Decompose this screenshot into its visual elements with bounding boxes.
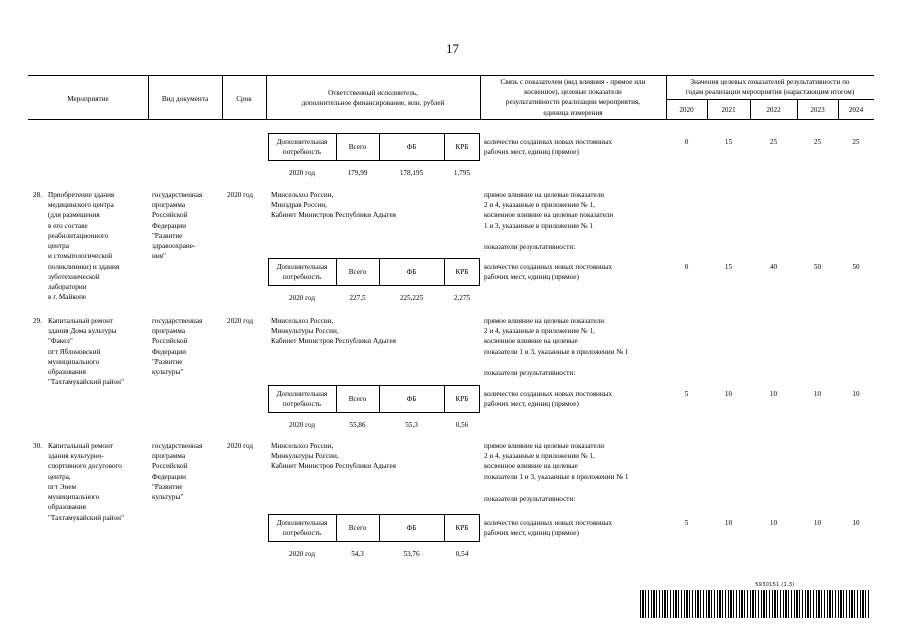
fin-krb-label: КРБ	[455, 143, 469, 151]
fin-year: 2020 год	[289, 169, 315, 177]
fin-fb: 55,3	[405, 421, 418, 429]
value-2022: 10	[769, 390, 778, 398]
indicator-text: количество созданных новых постоянных рабочих мест, единиц (прямое)	[484, 390, 613, 409]
value-2022: 25	[769, 138, 778, 146]
fin-fb: 225,225	[399, 294, 424, 302]
indicator-text: количество созданных новых постоянных рабочих мест, единиц (прямое)	[484, 138, 613, 157]
header-link: Связь с показателем (вид влияния - прямое или косвенное), целевые показатели результативности реализации мероприятия, единица измерения	[500, 78, 646, 117]
fin-fb-label: ФБ	[406, 395, 417, 403]
header-values-title: Значения целевых показателей результативности по годам реализации мероприятия (нарастающим итогом)	[685, 78, 855, 97]
barcode-number: 5930151 (1.3)	[755, 582, 795, 588]
fin-total-label: Всего	[348, 268, 367, 276]
row-number: 29.	[33, 317, 42, 325]
indicator-text: количество созданных новых постоянных рабочих мест, единиц (прямое)	[484, 519, 613, 538]
year-2021: 2021	[721, 106, 736, 114]
fin-need-label: Дополнительная потребность	[276, 390, 328, 409]
header-bottom-rule	[28, 119, 874, 120]
row-doc-type: государственная программа Российской Федерации "Развитие здравоохране- ния"	[152, 191, 203, 261]
fin-total-label: Всего	[348, 395, 367, 403]
row-perf-label: показатели результативности:	[484, 495, 576, 503]
fin-total-label: Всего	[348, 524, 367, 532]
row-perf-label: показатели результативности:	[484, 243, 576, 251]
header-top-rule	[28, 75, 874, 76]
fin-total: 54,3	[351, 550, 364, 558]
value-2021: 10	[724, 390, 733, 398]
fin-total: 55,86	[349, 421, 366, 429]
fin-fb-label: ФБ	[406, 524, 417, 532]
row-responsible: Минсельхоз России, Минздрав России, Кабинет Министров Республики Адыгея	[271, 191, 396, 220]
value-2020: 0	[684, 263, 689, 271]
fin-krb: 1,795	[453, 169, 471, 177]
fin-krb: 2,275	[453, 294, 471, 302]
fin-total: 179,99	[347, 169, 368, 177]
value-2020: 0	[684, 138, 689, 146]
row-responsible: Минсельхоз России, Минкультуры России, Кабинет Министров Республики Адыгея	[271, 317, 396, 346]
value-2024: 25	[852, 138, 860, 146]
value-2021: 15	[724, 138, 733, 146]
indicator-text: количество созданных новых постоянных рабочих мест, единиц (прямое)	[484, 263, 613, 282]
fin-fb-label: ФБ	[406, 143, 417, 151]
fin-year: 2020 год	[289, 421, 315, 429]
value-2020: 5	[684, 519, 689, 527]
row-doc-type: государственная программа Российской Федерации "Развитие культуры"	[152, 442, 203, 502]
value-2023: 25	[813, 138, 822, 146]
page-number: 17	[446, 41, 459, 56]
header-responsible: Ответственный исполнитель, дополнительное финансирование, млн. рублей	[301, 89, 445, 108]
value-2022: 10	[769, 519, 778, 527]
row-number: 30.	[33, 442, 42, 450]
row-term: 2020 год	[227, 442, 253, 450]
fin-krb: 0,54	[455, 550, 469, 558]
fin-fb: 53,76	[403, 550, 420, 558]
year-2023: 2023	[810, 106, 825, 114]
row-number: 28.	[33, 191, 42, 199]
row-link: прямое влияние на целевые показатели 2 и 4, указанные в приложении № 1, косвенное влияние на целевые показатели 1 и 3, указанные в приложении № 1	[484, 317, 629, 356]
value-2023: 10	[813, 390, 822, 398]
row-link: прямое влияние на целевые показатели 2 и 4, указанные в приложении № 1, косвенное влияние на целевые показатели 1 и 3, указанные в приложении № 1	[484, 191, 614, 230]
fin-year: 2020 год	[289, 550, 315, 558]
row-measure: Капитальный ремонт здания культурно- спортивного досугового центра, пгт Энем муниципального образования "Тахтамукайский район"	[48, 442, 124, 522]
value-2021: 15	[724, 263, 733, 271]
header-doc-type: Вид документа	[161, 95, 209, 103]
fin-krb-label: КРБ	[455, 395, 469, 403]
fin-need-label: Дополнительная потребность	[276, 519, 328, 538]
value-2020: 5	[684, 390, 689, 398]
fin-need-label: Дополнительная потребность	[276, 138, 328, 157]
row-perf-label: показатели результативности:	[484, 369, 576, 377]
row-measure: Приобретение здания медицинского центра (для размещения в его составе реабилитационного центра и стоматологической поликлиники) и здания зуботехнической лаборатории в г. Майкопе	[48, 191, 120, 302]
row-term: 2020 год	[227, 317, 253, 325]
year-2024: 2024	[848, 106, 864, 114]
year-2022: 2022	[766, 106, 781, 114]
fin-krb-label: КРБ	[455, 524, 469, 532]
value-2024: 50	[852, 263, 860, 271]
fin-total-label: Всего	[348, 143, 367, 151]
row-link: прямое влияние на целевые показатели 2 и 4, указанные в приложении № 1, косвенное влияние на целевые показатели 1 и 3, указанные в приложении № 1	[484, 442, 629, 481]
fin-krb-label: КРБ	[455, 268, 469, 276]
value-2024: 10	[852, 519, 860, 527]
fin-need-label: Дополнительная потребность	[276, 263, 328, 282]
header-measure: Мероприятие	[67, 95, 109, 103]
year-2020: 2020	[679, 106, 694, 114]
fin-krb: 0,56	[455, 421, 469, 429]
value-2024: 10	[852, 390, 860, 398]
fin-year: 2020 год	[289, 294, 315, 302]
barcode-image	[640, 590, 870, 618]
fin-fb-label: ФБ	[406, 268, 417, 276]
value-2021: 10	[724, 519, 733, 527]
row-responsible: Минсельхоз России, Минкультуры России, Кабинет Министров Республики Адыгея	[271, 442, 396, 471]
value-2023: 50	[813, 263, 822, 271]
row-doc-type: государственная программа Российской Федерации "Развитие культуры"	[152, 317, 203, 377]
fin-total: 227,5	[349, 294, 366, 302]
value-2022: 40	[769, 263, 778, 271]
row-term: 2020 год	[227, 191, 253, 199]
header-term: Срок	[236, 95, 252, 103]
fin-fb: 178,195	[399, 169, 424, 177]
row-measure: Капитальный ремонт здания Дома культуры "Факел" пгт Яблоновский муниципального образования "Тахтамукайский район"	[48, 317, 124, 387]
value-2023: 10	[813, 519, 822, 527]
years-divider	[666, 99, 874, 100]
